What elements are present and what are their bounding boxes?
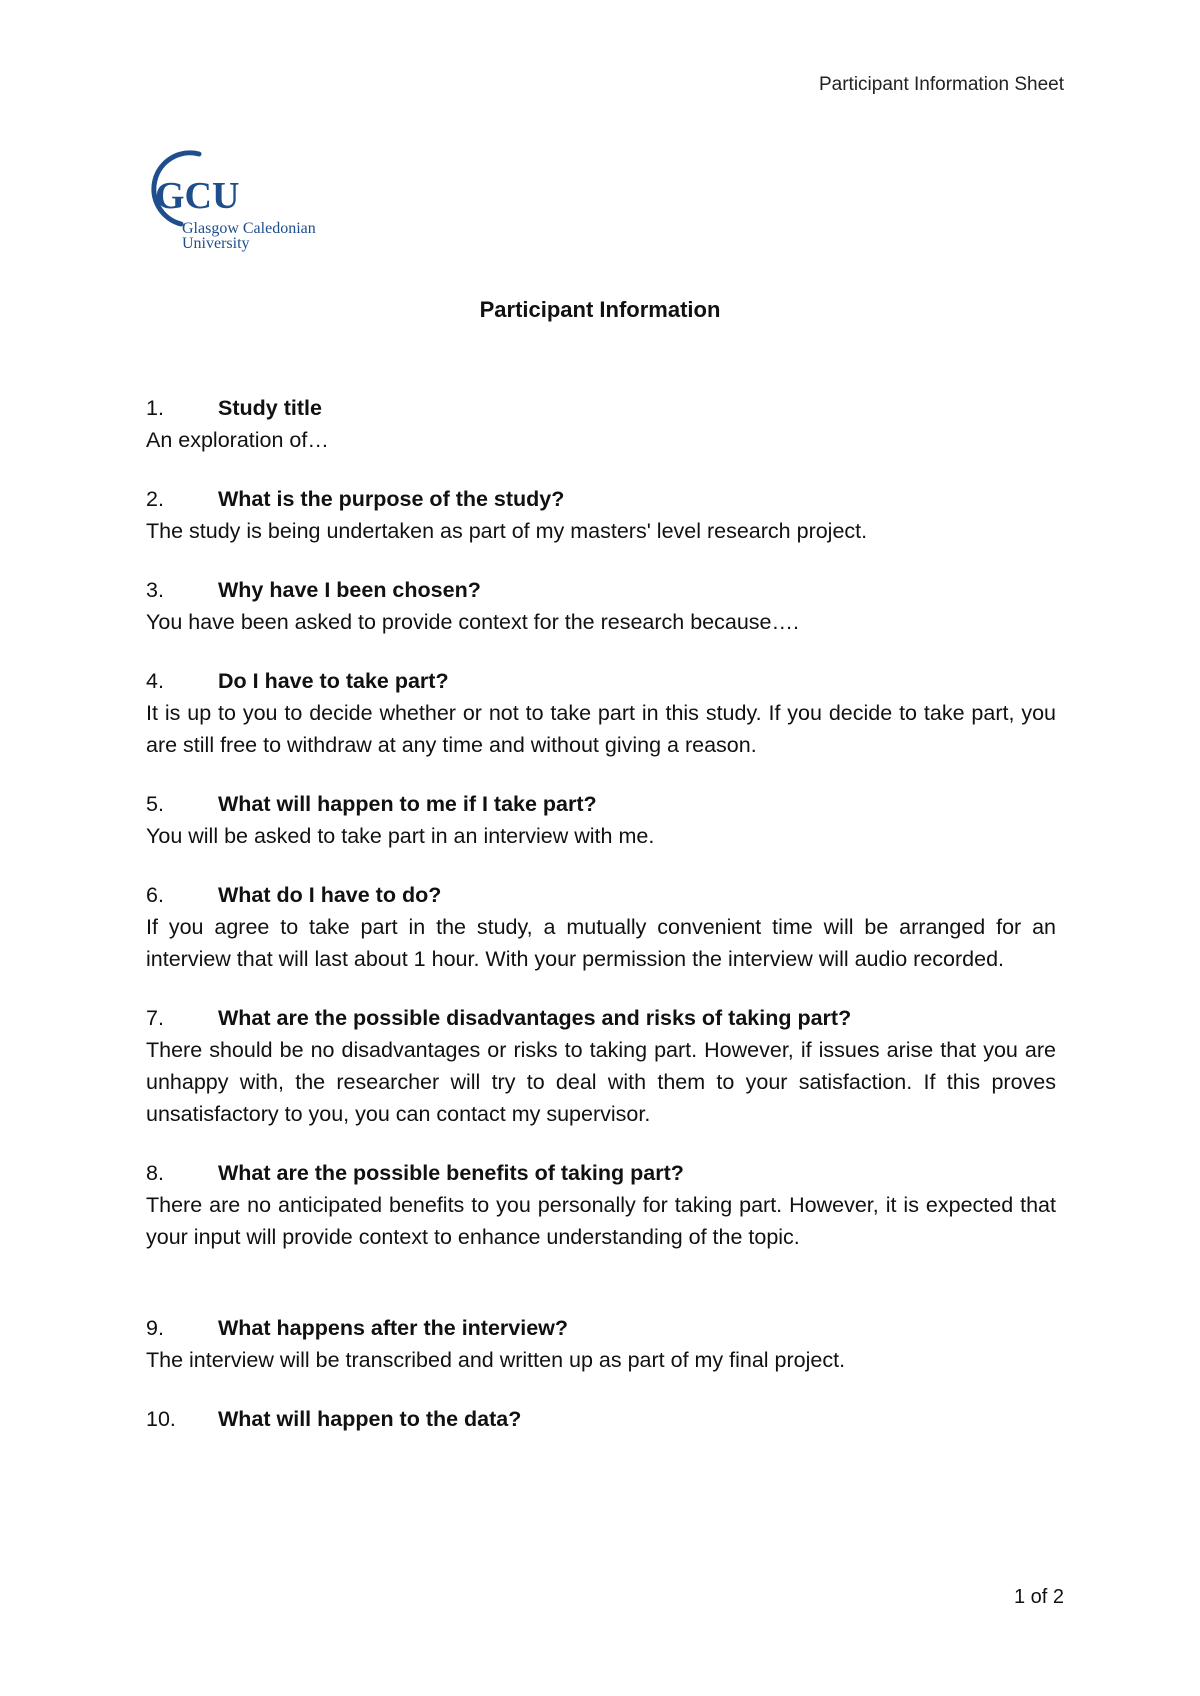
section-body: You will be asked to take part in an interview with me. (146, 824, 655, 848)
section-body: The study is being undertaken as part of my masters' level research project. (146, 519, 868, 543)
section-2 (146, 483, 1056, 547)
section-number: 10. (146, 1407, 176, 1431)
section-1 (146, 392, 1056, 456)
section-body: The interview will be transcribed and written up as part of my final project. (146, 1348, 846, 1372)
gcu-logo (147, 150, 337, 260)
section-heading: What do I have to do? (218, 883, 442, 907)
section-number: 5. (146, 792, 164, 816)
section-body: An exploration of… (146, 428, 329, 452)
section-number: 9. (146, 1316, 164, 1340)
section-number: 1. (146, 396, 164, 420)
section-number: 3. (146, 578, 164, 602)
section-heading: Why have I been chosen? (218, 578, 481, 602)
document-content (146, 392, 1056, 1462)
section-10 (146, 1403, 1056, 1435)
section-4 (146, 665, 1056, 761)
section-heading: What happens after the interview? (218, 1316, 569, 1340)
gcu-logo-mark (147, 150, 267, 230)
section-heading: What are the possible benefits of taking part? (218, 1161, 684, 1185)
section-heading: What will happen to the data? (218, 1407, 522, 1431)
section-heading: What are the possible disadvantages and risks of taking part? (218, 1006, 852, 1030)
logo-caption-line1: Glasgow Caledonian (182, 220, 316, 237)
section-5 (146, 788, 1056, 852)
section-heading: Study title (218, 396, 322, 420)
header-sheet-label: Participant Information Sheet (818, 74, 1064, 95)
section-number: 6. (146, 883, 164, 907)
logo-caption (182, 221, 316, 251)
section-8 (146, 1157, 1056, 1253)
page-number: 1 of 2 (1013, 1586, 1064, 1608)
section-heading: What is the purpose of the study? (218, 487, 565, 511)
document-title: Participant Information (479, 297, 721, 322)
section-body: If you agree to take part in the study, a mutually convenient time will be arranged for an interview that will last about 1 hour. With your permission the interview will audio recorded. (146, 915, 1056, 971)
section-body: It is up to you to decide whether or not to take part in this study. If you decide to take part, you are still free to withdraw at any time and without giving a reason. (146, 701, 1056, 757)
logo-acronym: GCU (155, 175, 240, 217)
section-number: 4. (146, 669, 164, 693)
section-heading: What will happen to me if I take part? (218, 792, 597, 816)
section-6 (146, 879, 1056, 975)
section-body: You have been asked to provide context for the research because…. (146, 610, 799, 634)
section-body: There are no anticipated benefits to you personally for taking part. However, it is expected that your input will provide context to enhance understanding of the topic. (146, 1193, 1056, 1249)
section-number: 8. (146, 1161, 164, 1185)
section-7 (146, 1002, 1056, 1130)
section-9 (146, 1312, 1056, 1376)
section-number: 2. (146, 487, 164, 511)
section-3 (146, 574, 1056, 638)
section-body: There should be no disadvantages or risks to taking part. However, if issues arise that you are unhappy with, the researcher will try to deal with them to your satisfaction. If this proves unsatisfactory to you, you can contact my supervisor. (146, 1038, 1056, 1126)
section-number: 7. (146, 1006, 164, 1030)
section-heading: Do I have to take part? (218, 669, 449, 693)
logo-caption-line2: University (182, 235, 250, 252)
